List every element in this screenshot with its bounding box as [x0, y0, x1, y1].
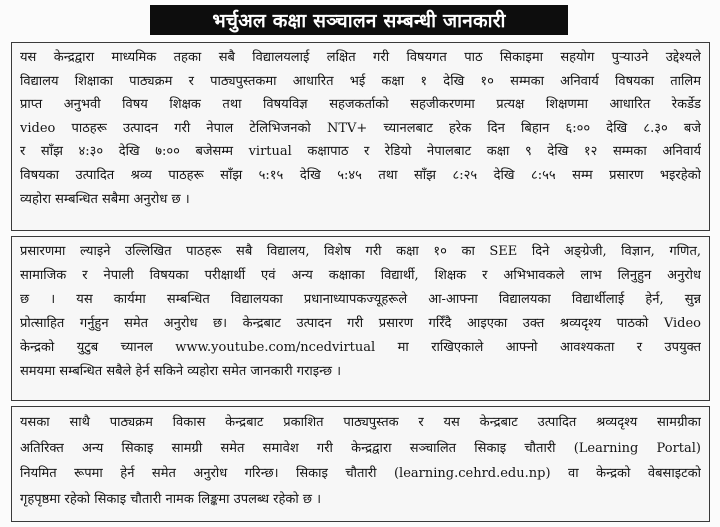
paragraph-line: प्रसारणमा ल्याइने उल्लिखित पाठहरू सबै विद्यालय, विशेष गरी कक्षा १० का SEE दिने अङ्ग्रेजी, विज्ञान, गणित, — [20, 244, 701, 259]
paragraph-line: समयमा सम्बन्धित सबैले हेर्न सकिने व्यहोरा समेत जानकारी गराइन्छ । — [20, 363, 342, 379]
paragraph-line: विषयका उत्पादित श्रव्य पाठहरू साँझ ५:१५ देखि ५:४५ तथा साँझ ८:२५ देखि ८:५५ सम्म प्रसारण भइरहेको — [20, 167, 701, 183]
paragraph-line: यस केन्द्रद्वारा माध्यमिक तहका सबै विद्यालयलाई लक्षित गरी विषयगत पाठ सिकाइमा सहयोग पुऱ्याउने उद्देश्यले — [20, 50, 701, 65]
paragraph-line: व्यहोरा सम्बन्धित सबैमा अनुरोध छ । — [20, 191, 190, 207]
paragraph-line: केन्द्रको युटुब च्यानल www.youtube.com/ncedvirtual मा राखिएकाले आफ्नो आवश्यकता र उपयुक्त — [20, 339, 701, 355]
paragraph-line: video पाठहरू उत्पादन गरी नेपाल टेलिभिजनको NTV+ च्यानलबाट हरेक दिन बिहान ६:०० देखि ८.३० बजे — [20, 120, 701, 136]
paragraph-line: प्राप्त अनुभवी विषय शिक्षक तथा विषयविज्ञ सहजकर्ताको सहजीकरणमा प्रत्यक्ष शिक्षणमा आधारित रेकर्डेड — [20, 97, 701, 113]
paragraph-line: प्रोत्साहित गर्नुहुन समेत अनुरोध छ। केन्द्रबाट उत्पादन गरी प्रसारण गरिँदै आइएका उक्त श्रव्यदृश्य पाठको Video — [20, 315, 701, 331]
paragraph-line: गृहपृष्ठमा रहेको सिकाइ चौतारी नामक लिङ्कमा उपलब्ध रहेको छ । — [20, 491, 322, 507]
notice-title: भर्चुअल कक्षा सञ्चालन सम्बन्धी जानकारी — [150, 5, 568, 35]
paragraph-line: यसका साथै पाठ्यक्रम विकास केन्द्रबाट प्रकाशित पाठ्यपुस्तक र यस केन्द्रबाट उत्पादित श्रव्यदृश्य सामग्रीका — [20, 415, 701, 430]
paragraph-line: छ । यस कार्यमा सम्बन्धित विद्यालयका प्रधानाध्यापकज्यूहरूले आ-आफ्ना विद्यालयका विद्यार्थीलाई हेर्न, सुन्न — [20, 291, 701, 307]
paragraph-line: विद्यालय शिक्षाका पाठ्यक्रम र पाठ्यपुस्तकमा आधारित भई कक्षा १ देखि १० सम्मका अनिवार्य विषयका तालिम — [20, 73, 701, 89]
paragraph-request-to-schools — [11, 236, 710, 401]
paragraph-line: नियमित रूपमा हेर्न समेत अनुरोध गरिन्छ। सिकाइ चौतारी (learning.cehrd.edu.np) वा केन्द्रको वेबसाइटको — [20, 466, 701, 482]
paragraph-learning-portal — [11, 406, 710, 522]
paragraph-line: र साँझ ४:३० देखि ७:०० बजेसम्म virtual कक्षापाठ र रेडियो नेपालबाट कक्षा ९ देखि १२ सम्मका अनिवार्य — [20, 144, 701, 160]
paragraph-broadcast-schedule — [11, 42, 710, 231]
paragraph-line: सामाजिक र नेपाली विषयका परीक्षार्थी एवं अन्य कक्षाका विद्यार्थी, शिक्षक र अभिभावकले लाभ लिनुहुन अनुरोध — [20, 267, 701, 283]
paragraph-line: अतिरिक्त अन्य सिकाइ सामग्री समेत समावेश गरी केन्द्रद्वारा सञ्चालित सिकाइ चौतारी (Learning Portal) — [20, 440, 701, 456]
